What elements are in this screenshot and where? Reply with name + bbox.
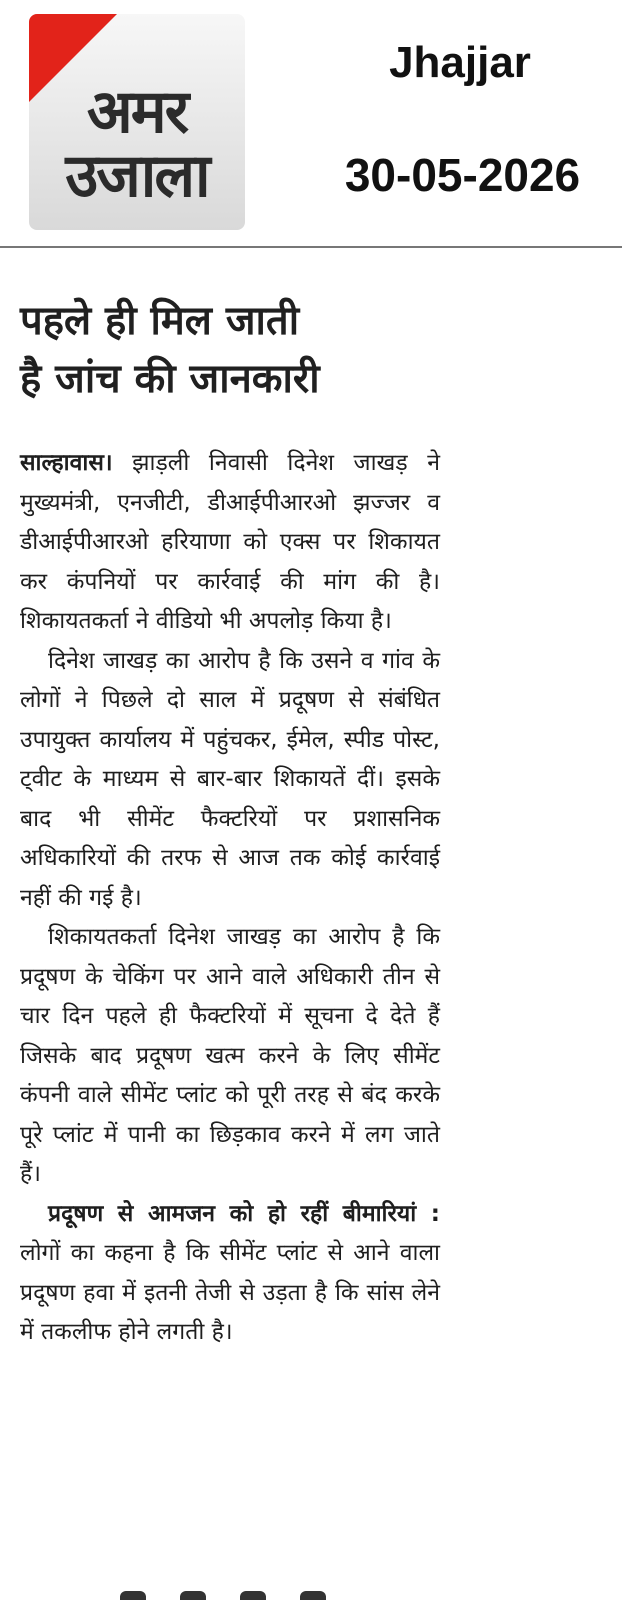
paragraph-1 [20,444,440,642]
page-header [0,0,622,248]
cutoff-glyph [120,1591,146,1600]
dateline: साल्हावास। [20,450,113,476]
header-divider [0,246,622,248]
article-body [20,444,440,1353]
newspaper-logo [29,14,245,230]
headline-line-1: पहले ही मिल जाती [20,298,300,344]
news-article [20,292,440,1353]
paragraph-3: शिकायतकर्ता दिनेश जाखड़ का आरोप है कि प्रदूषण के चेकिंग पर आने वाले अधिकारी तीन से चार दिन पहले ही फैक्टरियों में सूचना दे देते हैं जिसके बाद प्रदूषण खत्म करने के लिए सीमेंट कंपनी वाले सीमेंट प्लांट को पूरी तरह से बंद करके पूरे प्लांट में पानी का छिड़काव करने में लग जाते हैं। [20,924,440,1187]
article-headline [20,292,440,408]
paragraph-4-text: लोगों का कहना है कि सीमेंट प्लांट से आने वाला प्रदूषण हवा में इतनी तेजी से उड़ता है कि सांस लेने में तकलीफ होने लगती है। [20,1240,440,1345]
cutoff-glyph [180,1591,206,1600]
paragraph-1-text: झाड़ली निवासी दिनेश जाखड़ ने मुख्यमंत्री, एनजीटी, डीआईपीआरओ झज्जर व डीआईपीआरओ हरियाणा को एक्स पर शिकायत कर कंपनियों पर कार्रवाई की मांग की है। शिकायतकर्ता ने वीडियो भी अपलोड़ किया है। [20,450,440,634]
paragraph-4 [20,1195,440,1353]
headline-line-2: है जांच की जानकारी [20,356,320,402]
logo-word-ujala: उजाला [65,141,209,211]
logo-word-amar: अमर [86,77,188,147]
edition-date: 30-05-2026 [344,149,581,201]
cutoff-next-line [120,1588,460,1600]
subheading: प्रदूषण से आमजन को हो रहीं बीमारियां : [48,1200,440,1227]
paragraph-2: दिनेश जाखड़ का आरोप है कि उसने व गांव के लोगों ने पिछले दो साल में प्रदूषण से संबंधित उपायुक्त कार्यालय में पहुंचकर, ईमेल, स्पीड पोस्ट, ट्वीट के माध्यम से बार-बार शिकायतें दीं। इसके बाद भी सीमेंट फैक्टरियों पर प्रशासनिक अधिकारियों की तरफ से आज तक कोई कार्रवाई नहीं की गई है। [20,647,440,911]
cutoff-glyph [240,1591,266,1600]
cutoff-glyph [300,1591,326,1600]
edition-city: Jhajjar [389,38,531,87]
